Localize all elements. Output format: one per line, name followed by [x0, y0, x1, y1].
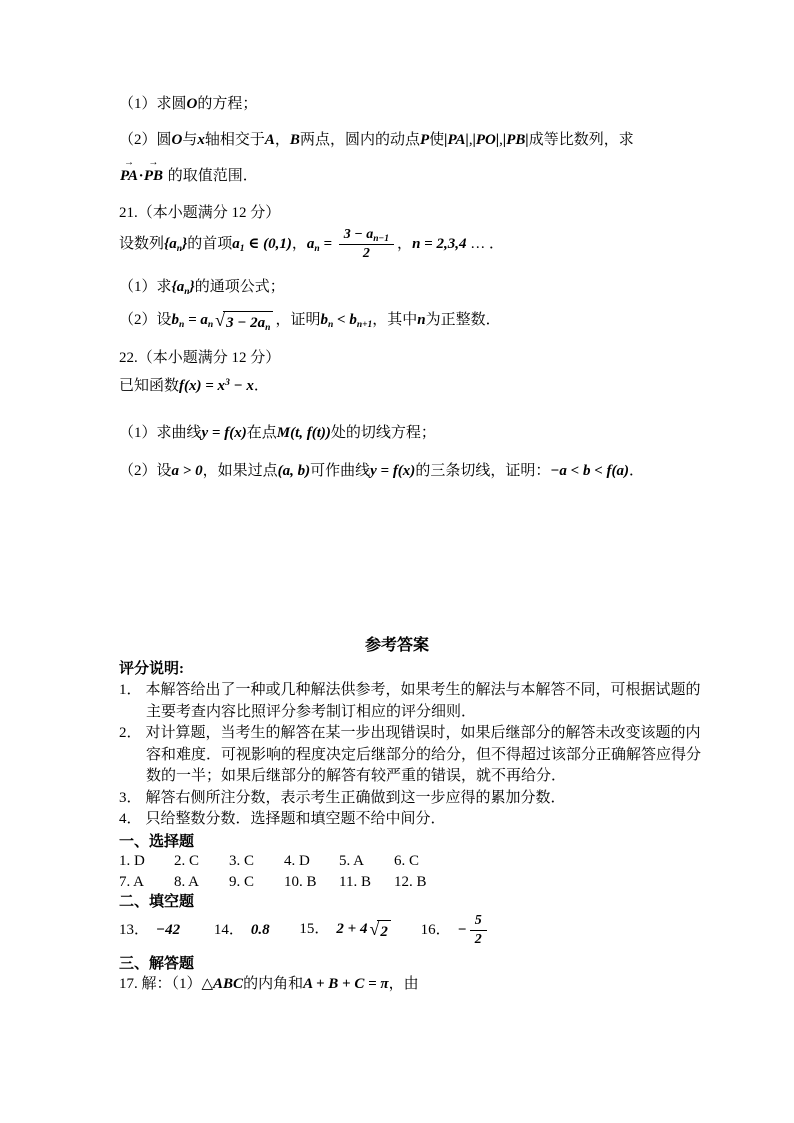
square-root: [215, 311, 273, 333]
math-run: a: [232, 236, 240, 253]
math-run: A + B + C = π: [303, 976, 389, 992]
blank-answer-16: [421, 913, 490, 948]
math-run: 5: [474, 913, 482, 928]
text-run: ．: [629, 463, 645, 479]
blank-answer-value: [156, 922, 180, 938]
choice-answer-2: 2. C: [174, 853, 200, 869]
text-run: 轴相交于: [204, 132, 265, 148]
blank-section-title: 二、填空题: [119, 894, 195, 910]
text-run: ，由: [388, 976, 419, 992]
math-run: |PO|: [472, 132, 500, 148]
vector: [120, 157, 139, 186]
text-run: 设数列: [119, 236, 165, 253]
choice-answer-5: 5. A: [339, 853, 365, 869]
math-run: {a: [171, 279, 185, 295]
text-run: （2）圆: [119, 132, 172, 148]
math-run: = 2,3,4: [420, 236, 467, 253]
choice-section-title: 一、选择题: [119, 834, 195, 850]
q22-part2: [119, 462, 644, 481]
choice-answer-10: 10. B: [284, 874, 317, 890]
math-run: 2: [474, 932, 482, 948]
text-run: ，其中: [372, 312, 418, 328]
math-run: ∈ (0,1): [244, 236, 292, 253]
math-run: {a: [164, 236, 177, 253]
text-run: 已知函数: [119, 378, 180, 394]
math-run: a: [306, 236, 315, 253]
math-run: ABC: [213, 976, 244, 992]
math-run: = a: [184, 312, 208, 328]
text-run: ，: [397, 236, 413, 253]
fraction: [339, 227, 394, 262]
solution-section-title: 三、解答题: [119, 956, 195, 972]
text-run: ．: [253, 378, 269, 394]
text-run: 两点，圆内的动点: [299, 132, 420, 148]
math-run: −42: [156, 922, 181, 939]
grading-note-number: 1．: [119, 682, 142, 698]
math-sub: n: [184, 287, 190, 297]
text-run: 的内角和: [243, 976, 304, 992]
fraction-numerator: [339, 227, 394, 245]
blank-answer-number: 15．: [299, 920, 330, 937]
math-sup: 3: [225, 378, 230, 388]
fraction-numerator: [470, 913, 487, 931]
text-run: ,: [468, 132, 473, 148]
math-sub: n: [265, 323, 271, 333]
q21-header: 21.（本小题满分 12 分）: [119, 205, 281, 221]
grading-notes: [119, 680, 719, 831]
text-run: ，: [291, 236, 307, 253]
choice-answer-4: 4. D: [284, 853, 310, 869]
text-run: （2）设: [119, 312, 172, 328]
math-run: x: [197, 132, 205, 148]
vector-arrow-icon: →: [148, 157, 159, 168]
text-run: … ．: [466, 236, 504, 253]
text-run: ，如果过点: [202, 463, 278, 479]
vector-body: PA: [120, 168, 139, 184]
choice-answer-11: 11. B: [339, 874, 371, 890]
math-sub: n: [179, 320, 185, 330]
math-run: 0.8: [250, 922, 270, 939]
math-run: |PA|: [444, 132, 469, 148]
math-run: 2 + 4: [336, 920, 368, 937]
q17-solution-line: [119, 975, 419, 994]
choice-answer-6: 6. C: [394, 853, 420, 869]
math-run: 3 − a: [343, 227, 374, 242]
math-run: n: [412, 236, 421, 253]
grading-note-line: 本解答给出了一种或几种解法供参考，如果考生的解法与本解答不同，可根据试题的: [145, 682, 701, 698]
text-run: 的取值范围．: [163, 168, 258, 184]
math-sub: n+1: [356, 320, 373, 330]
math-run: y = f(x): [370, 463, 416, 479]
grading-note-number: 3．: [119, 789, 142, 806]
blank-answer-value: [457, 913, 490, 948]
q22-setup: [119, 377, 269, 396]
blank-answer-14: [214, 921, 270, 940]
text-run: 在点: [246, 425, 277, 441]
math-run: }: [189, 279, 195, 295]
grading-note-3: [119, 788, 719, 810]
choice-answer-7: 7. A: [119, 874, 145, 890]
math-run: 3 − 2a: [226, 315, 266, 331]
math-run: =: [319, 236, 336, 253]
grading-note-line: 解答右侧所注分数，表示考生正确做到这一步应得的累加分数．: [145, 789, 566, 806]
math-run: ·: [139, 168, 143, 184]
math-run: < b: [333, 312, 357, 328]
choice-answer-12: 12. B: [394, 874, 427, 890]
math-run: b: [171, 312, 180, 328]
blank-answer-number: 14．: [213, 922, 244, 939]
answers-title: 参考答案: [364, 637, 429, 654]
math-sub: n: [176, 244, 183, 255]
q20-part2: [119, 131, 634, 150]
fraction: [470, 913, 487, 948]
text-run: 17. 解：（1）△: [119, 976, 214, 992]
text-run: （1）求圆: [119, 96, 187, 112]
math-run: }: [182, 236, 188, 253]
text-run: ，: [274, 132, 290, 148]
text-run: 为正整数．: [425, 312, 501, 328]
math-run: 2: [380, 923, 388, 940]
blank-answer-number: 13．: [119, 922, 150, 939]
math-run: n: [417, 312, 426, 328]
math-run: (a, b): [277, 463, 311, 479]
text-run: 的方程；: [197, 96, 258, 112]
grading-note-2: [119, 723, 719, 788]
radical-sign-icon: √: [215, 310, 226, 330]
math-sub: 1: [239, 244, 245, 255]
math-run: 2: [362, 246, 370, 262]
grading-note-line: 主要考查内容比照评分参考制订相应的评分细则．: [146, 703, 477, 720]
radicand: [377, 920, 391, 942]
text-run: （1）求曲线: [119, 425, 202, 441]
math-run: O: [186, 96, 198, 112]
text-run: 处的切线方程；: [330, 425, 436, 441]
blank-answer-number: 16．: [420, 922, 451, 939]
math-run: M(t, f(t)): [276, 425, 331, 441]
grading-note-number: 2．: [119, 725, 142, 741]
vector: [143, 157, 163, 186]
text-run: 成等比数列，求: [528, 132, 634, 148]
q20-part1: [119, 95, 257, 114]
math-run: f(x) = x: [179, 378, 226, 394]
grading-note-4: [119, 809, 719, 831]
q20-part2-continued: [119, 157, 258, 186]
grading-note-line: 对计算题，当考生的解答在某一步出现错误时，如果后继部分的解答未改变该题的内: [145, 725, 701, 741]
math-run: |PB|: [502, 132, 529, 148]
q21-part1: [119, 278, 285, 297]
text-run: ,: [499, 132, 503, 148]
grading-note-1: [119, 680, 719, 723]
blank-answers-row: [119, 913, 490, 948]
math-run: y = f(x): [201, 425, 247, 441]
grading-note-line: 只给整数分数．选择题和填空题不给中间分．: [145, 811, 446, 827]
math-sub: n−1: [373, 234, 390, 244]
choice-answer-3: 3. C: [229, 853, 255, 869]
math-run: −: [457, 922, 467, 939]
grading-note-line: 数的一半；如果后继部分的解答有较严重的错误，就不再给分．: [146, 768, 567, 784]
math-run: O: [171, 132, 183, 148]
text-run: 的三条切线，证明：: [415, 463, 551, 479]
choice-answer-9: 9. C: [229, 874, 255, 890]
radicand: [223, 311, 273, 333]
q21-setup: [119, 227, 504, 262]
math-sub: n: [207, 320, 214, 330]
text-run: ，证明: [275, 312, 321, 328]
text-run: （2）设: [119, 463, 172, 479]
text-run: 可作曲线: [310, 463, 371, 479]
grading-note-line: 容和难度．可视影响的程度决定后继部分的给分，但不得超过该部分正确解答应得分: [146, 746, 702, 763]
q22-part1: [119, 424, 436, 443]
choice-answer-8: 8. A: [174, 874, 200, 890]
blank-answer-13: [119, 921, 180, 940]
text-run: 的首项: [187, 236, 233, 253]
vector-arrow-icon: →: [124, 157, 135, 168]
choice-answers-row2: [119, 873, 449, 892]
blank-answer-value: [336, 918, 392, 940]
q22-header: 22.（本小题满分 12 分）: [119, 350, 281, 366]
math-run: P: [419, 132, 430, 148]
text-run: （1）求: [119, 279, 172, 295]
radical-sign-icon: √: [369, 918, 380, 939]
math-run: B: [289, 132, 300, 148]
math-run: A: [264, 132, 275, 148]
math-run: − x: [229, 378, 254, 394]
grading-note-number: 4．: [119, 811, 142, 827]
math-sub: n: [327, 320, 334, 330]
square-root: [369, 920, 390, 942]
math-run: a > 0: [171, 463, 203, 479]
math-sub: n: [314, 244, 320, 255]
choice-answer-1: 1. D: [119, 853, 145, 869]
math-run: b: [320, 312, 328, 328]
q21-part2: [119, 311, 501, 333]
vector-body: PB: [143, 168, 163, 184]
text-run: 的通项公式；: [194, 279, 285, 295]
blank-answer-15: [299, 920, 392, 942]
grading-notes-title: 评分说明:: [119, 661, 184, 677]
math-run: −a < b < f(a): [550, 463, 629, 479]
fraction-denominator: [339, 245, 394, 262]
fraction-denominator: [470, 931, 487, 948]
text-run: 与: [182, 132, 198, 148]
text-run: 使: [429, 132, 445, 148]
blank-answer-value: [251, 922, 270, 938]
choice-answers-row1: [119, 852, 449, 871]
